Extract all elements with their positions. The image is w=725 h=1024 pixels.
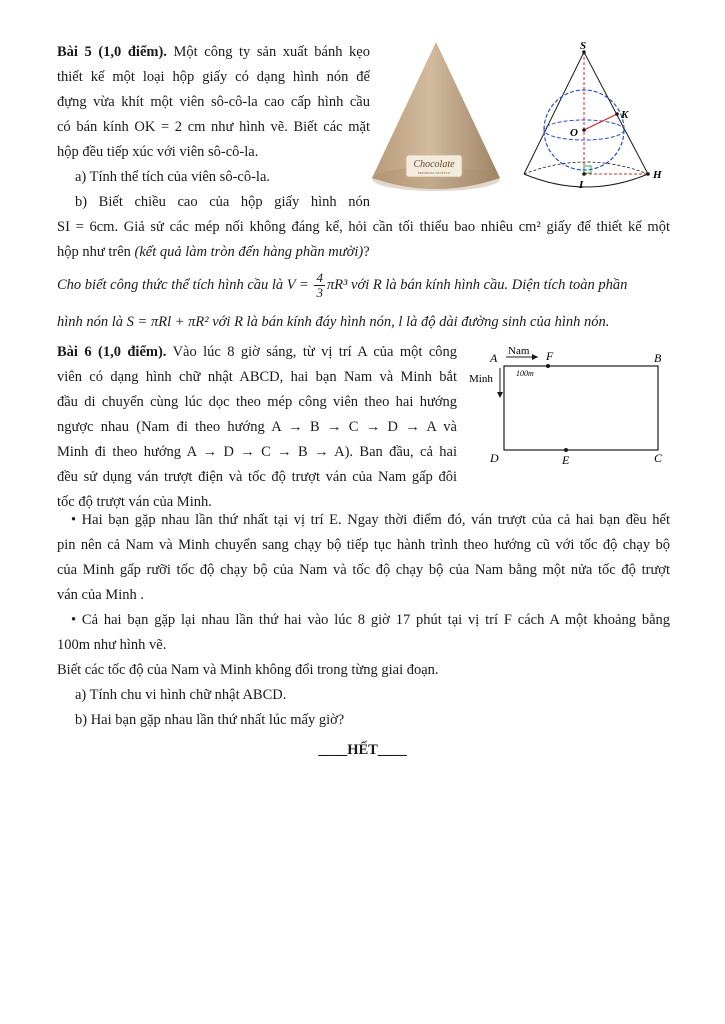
label-C: C [654,451,663,465]
formula-line1-prefix: Cho biết công thức thể tích hình cầu là V = [57,277,309,293]
bullet1-line: ván của Minh . [57,587,144,603]
bai6-intro-line: ngược nhau (Nam đi theo hướng A → B → C → D → A và [57,419,457,435]
label-H: H [653,169,662,181]
fraction-numerator: 4 [316,270,323,286]
formula-line1-mid: πR³ [326,277,348,293]
end-mark: ____HẾT____ [318,742,407,758]
label-I: I [579,179,584,191]
label-D: D [490,451,499,465]
bai6-heading: Bài 6 (1,0 điểm). [57,344,167,360]
cone-sphere-figure [512,38,672,198]
bai5-intro-line: đựng vừa khít một viên sô-cô-la cao cấp hình cầu [57,94,370,110]
bai5-intro-line: thiết kế một loại hộp giấy có dạng hình nón để [57,69,370,85]
bai6-intro-line: đều sử dụng ván trượt điện và tốc độ trượt ván của Nam gấp đôi [57,469,457,485]
bai6-intro-line: Minh đi theo hướng A → D → C → B → A). Ban đầu, cả hai [57,444,457,460]
bai6-part-b: b) Hai bạn gặp nhau lần thứ nhất lúc mấy giờ? [75,712,345,728]
bai5-intro-line: hộp đều tiếp xúc với viên sô-cô-la. [57,144,259,160]
bai5-heading: Bài 5 (1,0 điểm). [57,44,167,60]
label-O: O [570,127,578,139]
bai5-intro-line: Một công ty sản xuất bánh kẹo [173,44,370,60]
label-nam: Nam [508,345,530,357]
bullet2-line: 100m như hình vẽ. [57,637,167,653]
bai5-intro [57,40,370,215]
bai5-part-a: a) Tính thể tích của viên sô-cô-la. [75,169,271,185]
bullet1-line: pin nên cả Nam và Minh chuyển sang chạy bộ tiếp tục hành trình theo hướng cũ với tốc độ chạy bộ [57,537,670,553]
formula-line1-suffix: với R là bán kính hình cầu. Diện tích toàn phần [351,277,628,293]
bai6-bullets [57,508,670,733]
label-A: A [490,351,498,365]
bai6-intro-line: Vào lúc 8 giờ sáng, từ vị trí A của một công [172,344,457,360]
label-minh: Minh [469,373,493,385]
bullet1-line: của Minh gấp rưỡi tốc độ chạy bộ của Nam và tốc độ chạy bộ của Nam bằng một nửa tốc độ trượt [57,562,670,578]
chocolate-cone-box-photo [366,38,506,198]
chocolate-sublabel: PREMIUM TRUFFLE [417,171,451,175]
bai5-part-b-line1: b) Biết chiều cao của hộp giấy hình nón [75,194,370,210]
bai5-question-mark: ? [363,244,370,260]
bai5-part-b [57,215,670,265]
bai5-part-b-line2: SI = 6cm. Giả sử các mép nối không đáng kể, hỏi cần tối thiểu bao nhiêu cm² giấy để thiết kế một [57,219,670,235]
bai5-formula [57,268,670,335]
bai6-part-a: a) Tính chu vi hình chữ nhật ABCD. [75,687,287,703]
bai5-intro-line: có bán kính OK = 2 cm như hình vẽ. Biết các mặt [57,119,370,135]
label-K: K [621,109,629,121]
bai6-intro [57,340,457,515]
formula-line2: hình nón là S = πRl + πR² với R là bán kính đáy hình nón, l là độ dài đường sinh của hình nón. [57,314,610,330]
bullet2-line: • Cả hai bạn gặp lại nhau lần thứ hai vào lúc 8 giờ 17 phút tại vị trí F cách A một khoảng bằng [71,612,670,628]
park-rectangle [504,366,658,450]
park-rectangle-diagram [466,340,676,470]
bai5-rounding-note: (kết quả làm tròn đến hàng phần mười) [134,244,364,260]
bai6-intro-line: tốc độ trượt ván của Minh. [57,494,212,510]
bai6-intro-line: đầu di chuyển cùng lúc dọc theo mép công viên theo hai hướng [57,394,457,410]
chocolate-label: Chocolate [413,159,455,170]
label-F: F [546,349,554,363]
label-E: E [562,453,570,467]
bai6-note: Biết các tốc độ của Nam và Minh không đổi trong từng giai đoạn. [57,662,439,678]
label-100m: 100m [516,369,534,378]
formula-fraction [314,271,325,300]
label-B: B [654,351,662,365]
fraction-denominator: 3 [316,285,323,301]
label-S: S [580,40,587,52]
bai5-part-b-line3: hộp như trên [57,244,131,260]
bullet1-line: • Hai bạn gặp nhau lần thứ nhất tại vị trí E. Ngay thời điểm đó, ván trượt của cả hai bạn đều hết [71,512,670,528]
bai6-intro-line: viên có dạng hình chữ nhật ABCD, hai bạn Nam và Minh bắt [57,369,457,385]
